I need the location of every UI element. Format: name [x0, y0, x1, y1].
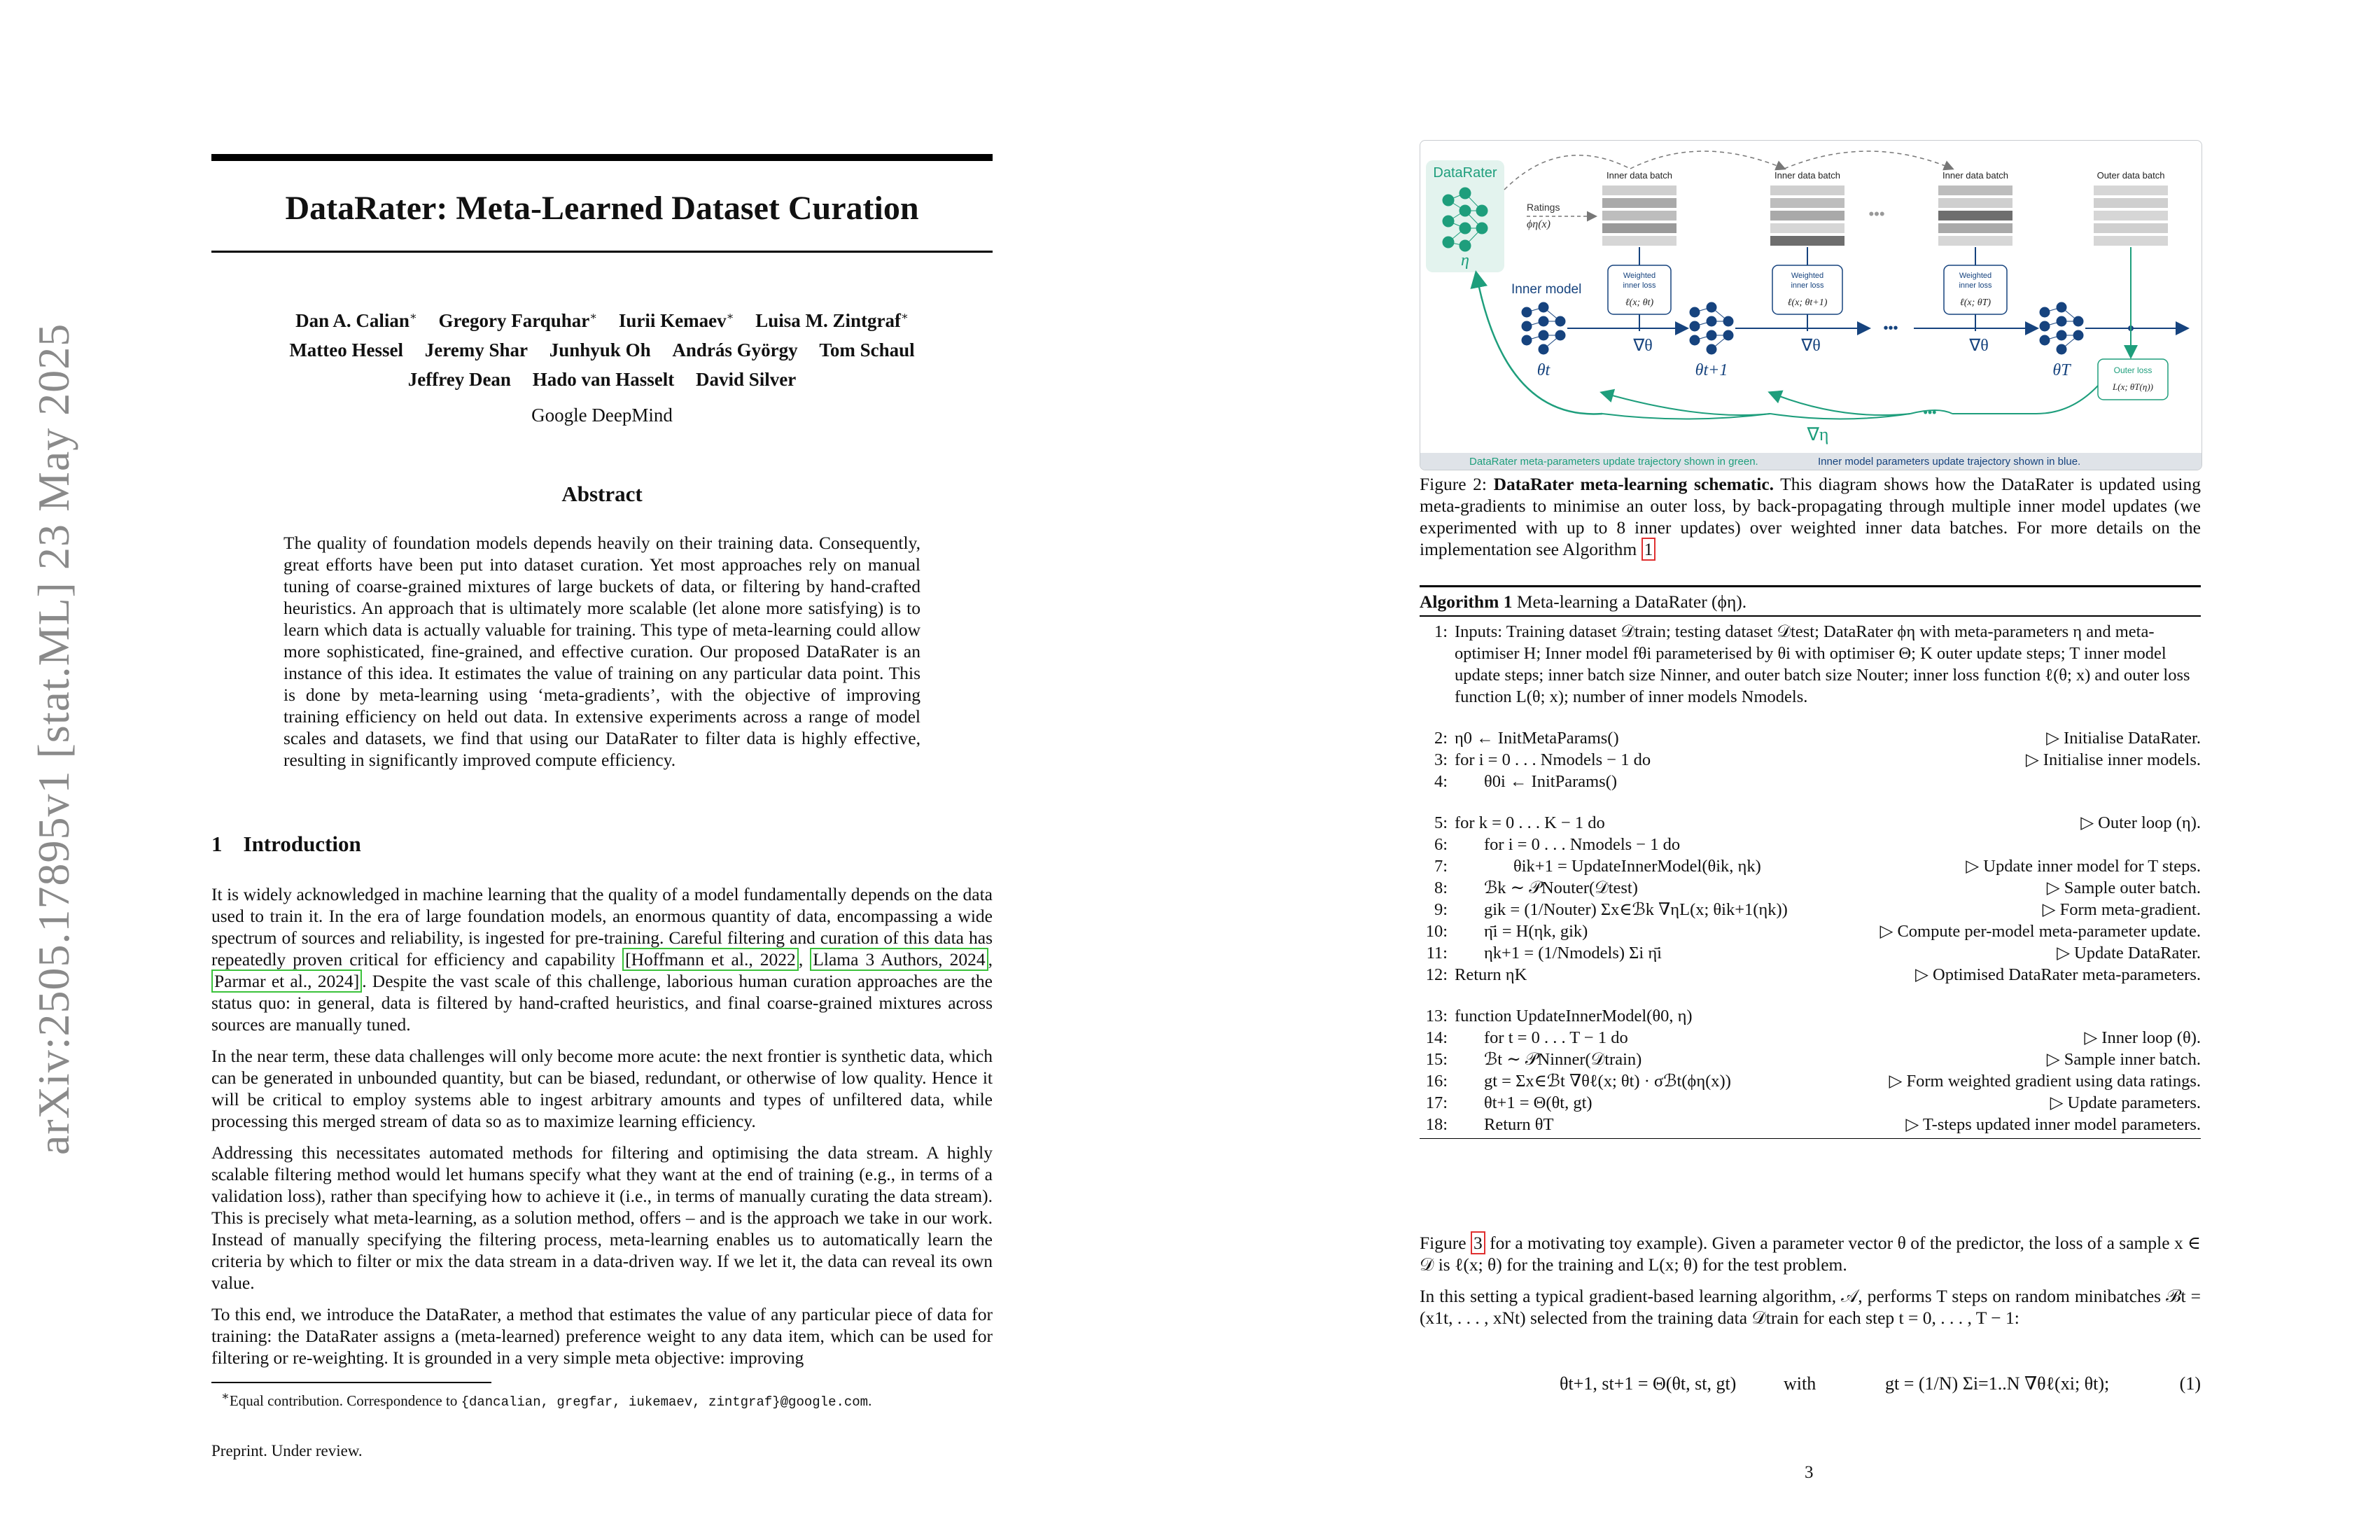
footnote: ∗Equal contribution. Correspondence to {dancalian, gregfar, iukemaev, zintgraf}@google.com. — [221, 1389, 872, 1410]
correspondence-email: {dancalian, gregfar, iukemaev, zintgraf}@google.com — [461, 1394, 869, 1410]
alg-line-comment: ▷ Initialise DataRater. — [2046, 728, 2201, 748]
section-title: Introduction — [243, 832, 361, 856]
svg-text:Outer loss: Outer loss — [2113, 365, 2152, 375]
model-dots: ••• — [1883, 321, 1898, 336]
alg-bottom-rule — [1420, 1138, 2201, 1140]
alg-line-code: ℬk ∼ 𝒫Nouter(𝒟test) — [1484, 878, 1638, 897]
author: Iurii Kemaev∗ — [618, 310, 734, 331]
inner-model-network-icon — [1690, 302, 1733, 354]
author: Junhyuk Oh — [549, 340, 651, 360]
author: Dan A. Calian∗ — [295, 310, 417, 331]
arc-3 — [1784, 151, 1952, 169]
svg-text:L(x; θT(η)): L(x; θT(η)) — [2113, 382, 2153, 392]
inner-model-network-icon — [1522, 302, 1565, 354]
alg-line-code: for t = 0 . . . T − 1 do — [1484, 1028, 1628, 1047]
alg-line — [1420, 855, 2201, 877]
alg-line-number: 11: — [1426, 943, 1448, 962]
alg-line — [1420, 727, 2201, 749]
alg-line-comment: ▷ Compute per-model meta-parameter update. — [1879, 921, 2201, 941]
alg-line-comment: ▷ T-steps updated inner model parameters. — [1905, 1114, 2201, 1134]
alg-line-number: 8: — [1434, 878, 1448, 897]
grad-theta-1: ∇θ — [1633, 337, 1653, 355]
datarater-label: DataRater — [1433, 165, 1497, 181]
grad-theta-2: ∇θ — [1801, 337, 1821, 355]
author: András György — [672, 340, 798, 360]
paragraph: Addressing this necessitates automated methods for filtering and optimising the data stream. A highly scalable filtering method would let humans specify what they want at the end of training (e.g., in terms of a validation loss), rather than specifying how to achieve it (i.e., in terms of manually curating the data stream). This is precisely what meta-learning, as a solution method, offers – and is the approach we take in our work. Instead of manually specifying the filtering process, meta-learning enables us to automatically learn the criteria by which to filter or mix the data stream in a data-driven way. If we let it, the data can reveal its own value. — [211, 1142, 993, 1293]
affiliation: Google DeepMind — [531, 405, 673, 426]
alg-spacer — [1420, 986, 2201, 1005]
alg-line-code: function UpdateInnerModel(θ0, η) — [1455, 1006, 1693, 1026]
alg-line — [1420, 1027, 2201, 1049]
alg-line-number: 2: — [1434, 728, 1448, 748]
svg-text:Outer data batch: Outer data batch — [2096, 170, 2165, 181]
phi-label: ϕη(x) — [1527, 218, 1550, 230]
paragraph: Figure 3 for a motivating toy example). Given a parameter vector θ of the predictor, the loss of a sample x ∈ 𝒟 is ℓ(x; θ) for the training and L(x; θ) for the test problem. — [1420, 1233, 2201, 1275]
svg-text:Weighted: Weighted — [1791, 272, 1824, 280]
author: Gregory Farquhar∗ — [438, 310, 598, 331]
meta-grad-path-1 — [1952, 386, 2098, 414]
alg-line — [1420, 1005, 2201, 1027]
paragraph: In the near term, these data challenges will only become more acute: the next frontier is synthetic data, which can be generated in unbounded quantity, but can be biased, redundant, or otherwise of low quality. Hence it will be critical to employ systems able to ingest arbitrary amounts and types of unfiltered data, while processing this merged stream of data so as to maximize learning efficiency. — [211, 1046, 993, 1131]
svg-text:Inner data batch: Inner data batch — [1942, 170, 2008, 181]
equation-number: (1) — [2179, 1373, 2201, 1394]
alg-line — [1420, 920, 2201, 942]
alg-line — [1420, 812, 2201, 834]
section-heading — [211, 832, 361, 857]
alg-line-code: θik+1 = UpdateInnerModel(θik, ηk) — [1513, 856, 1761, 876]
svg-text:ℓ(x; θt): ℓ(x; θt) — [1625, 298, 1654, 308]
alg-line-code: for i = 0 . . . Nmodels − 1 do — [1484, 834, 1681, 854]
algorithm-1 — [1420, 585, 2201, 1139]
weighted-loss-1 — [1608, 265, 1671, 314]
alg-line-code: Inputs: Training dataset 𝒟train; testing dataset 𝒟test; DataRater ϕη with meta-parameters η and meta-optimiser H; Inner model fθi parameterised by θi with optimiser Θ; K outer update steps; T inner model update steps; inner batch size Ninner, and outer batch size Nouter; inner loss function ℓ(θ; x) and outer loss function L(θ; x); number of inner models Nmodels. — [1455, 622, 2190, 706]
alg-line-number: 14: — [1425, 1028, 1448, 1047]
algorithm-ref-link[interactable]: 1 — [1642, 538, 1656, 561]
alg-line-code: gik = (1/Nouter) Σx∈ℬk ∇ηL(x; θik+1(ηk)) — [1484, 899, 1788, 919]
alg-heading: Algorithm 1 Meta-learning a DataRater (ϕη). — [1420, 592, 1747, 612]
alg-line-code: ℬt ∼ 𝒫Ninner(𝒟train) — [1484, 1049, 1642, 1069]
alg-line-comment: ▷ Outer loop (η). — [2080, 813, 2201, 832]
paragraph: In this setting a typical gradient-based learning algorithm, 𝒜, performs T steps on random minibatches ℬt = (x1t, . . . , xNt) selected from the training data 𝒟train for each step t = 0, . . . , T − 1: — [1420, 1286, 2201, 1328]
alg-line-comment: ▷ Sample inner batch. — [2046, 1049, 2201, 1069]
alg-line-number: 7: — [1434, 856, 1448, 876]
author: Jeffrey Dean — [407, 369, 511, 390]
schematic-svg — [1420, 141, 2202, 470]
svg-text:inner loss: inner loss — [1959, 281, 1992, 290]
svg-text:inner loss: inner loss — [1623, 281, 1656, 290]
alg-line-number: 18: — [1425, 1114, 1448, 1134]
citation-link[interactable]: [Hoffmann et al., 2022 — [622, 948, 799, 971]
alg-line-number: 1: — [1434, 622, 1448, 641]
alg-line-code: ηk+1 = (1/Nmodels) Σi η̄i — [1484, 943, 1662, 962]
alg-line-code: θ0i ← InitParams() — [1484, 771, 1618, 791]
paper-title: DataRater: Meta-Learned Dataset Curation — [285, 190, 919, 227]
theta-t1-label: θt+1 — [1695, 361, 1728, 379]
svg-text:ℓ(x; θt+1): ℓ(x; θt+1) — [1787, 298, 1828, 308]
alg-line — [1420, 1070, 2201, 1092]
alg-spacer — [1420, 792, 2201, 812]
alg-line-number: 16: — [1425, 1071, 1448, 1091]
figure-2-schematic — [1420, 140, 2202, 470]
equation-rhs: gt = (1/N) Σi=1..N ∇θℓ(xi; θt); — [1885, 1373, 2110, 1394]
alg-line-number: 9: — [1434, 899, 1448, 919]
alg-body — [1420, 617, 2201, 1135]
abstract-text: The quality of foundation models depends heavily on their training data. Consequently, great efforts have been put into dataset curation. Yet most approaches rely on manual tuning of coarse-grained mixtures of large buckets of data, or filtering by hand-crafted heuristics. An approach that is ultimately more scalable (let alone more satisfying) is to learn which data is actually valuable for training. This type of meta-learning could allow more sophisticated, fine-grained, and effective curation. Our proposed DataRater is an instance of this idea. It estimates the value of training on any particular data point. This is done by meta-learning using ‘meta-gradients’, with the objective of improving training efficiency on held out data. In extensive experiments across a range of model scales and datasets, we find that using our DataRater to filter data is highly effective, resulting in significantly improved compute efficiency. — [284, 533, 920, 770]
alg-line-comment: ▷ Update inner model for T steps. — [1966, 856, 2201, 876]
meta-grad-path-4 — [1602, 393, 1770, 415]
equation-lhs: θt+1, st+1 = Θ(θt, st, gt) — [1560, 1373, 1737, 1394]
author-line-3 — [211, 365, 993, 394]
alg-line-comment: ▷ Inner loop (θ). — [2084, 1028, 2201, 1047]
svg-text:Weighted: Weighted — [1623, 272, 1656, 280]
alg-line — [1420, 834, 2201, 855]
section-number: 1 — [211, 832, 223, 856]
svg-text:inner loss: inner loss — [1791, 281, 1824, 290]
equation-1 — [1420, 1362, 2201, 1418]
author: Matteo Hessel — [289, 340, 403, 360]
citation-link[interactable]: Parmar et al., 2024] — [211, 969, 362, 993]
alg-line — [1420, 877, 2201, 899]
svg-text:Inner data batch: Inner data batch — [1774, 170, 1840, 181]
author: Tom Schaul — [819, 340, 915, 360]
alg-line-number: 4: — [1434, 771, 1448, 791]
footer-blue-text: Inner model parameters update trajectory shown in blue. — [1818, 456, 2081, 468]
ratings-label: Ratings — [1527, 202, 1560, 213]
author-line-1 — [211, 302, 993, 335]
alg-line-code: for i = 0 . . . Nmodels − 1 do — [1455, 750, 1651, 769]
alg-line-code: Return θT — [1484, 1114, 1554, 1134]
author: Luisa M. Zintgraf∗ — [755, 310, 909, 331]
introduction-body — [211, 883, 993, 1378]
alg-line-comment: ▷ Form weighted gradient using data ratings. — [1889, 1071, 2201, 1091]
arc-2 — [1630, 151, 1784, 169]
alg-line — [1420, 942, 2201, 964]
grad-theta-3: ∇θ — [1969, 337, 1989, 355]
arxiv-stamp: arXiv:2505.17895v1 [stat.ML] 23 May 2025 — [29, 323, 78, 1155]
inner-model-label: Inner model — [1511, 282, 1582, 297]
weighted-loss-3 — [1944, 265, 2007, 314]
weighted-loss-2 — [1772, 265, 1842, 314]
inner-model-network-icon — [2040, 302, 2083, 354]
inner-batch-3 — [1938, 170, 2012, 246]
svg-text:ℓ(x; θT): ℓ(x; θT) — [1959, 298, 1991, 308]
alg-line-comment: ▷ Optimised DataRater meta-parameters. — [1915, 965, 2201, 984]
alg-line-number: 12: — [1425, 965, 1448, 984]
right-page — [1190, 0, 2380, 1540]
meta-dots: ••• — [1923, 405, 1937, 419]
meta-grad-path-2 — [1770, 393, 1910, 415]
alg-line — [1420, 1114, 2201, 1135]
author: Jeremy Shar — [424, 340, 528, 360]
footer-green-text: DataRater meta-parameters update trajectory shown in green. — [1469, 456, 1758, 468]
alg-line — [1420, 621, 2201, 708]
alg-line-code: for k = 0 . . . K − 1 do — [1455, 813, 1605, 832]
title-bottom-rule — [211, 251, 993, 253]
alg-line-number: 17: — [1425, 1093, 1448, 1112]
figure-2-caption: Figure 2: DataRater meta-learning schematic. This diagram shows how the DataRater is updated using meta-gradients to minimise an outer loss, by back-propagating through multiple inner model updates (we experimented with up to 8 inner updates) over weighted inner data batches. For more details on the implementation see Algorithm 1 — [1420, 474, 2201, 559]
outer-loss-box — [2098, 359, 2168, 400]
alg-line — [1420, 1049, 2201, 1070]
inner-batch-1 — [1602, 170, 1676, 246]
alg-line-number: 13: — [1425, 1006, 1448, 1026]
alg-line-code: η0 ← InitMetaParams() — [1455, 728, 1619, 748]
alg-line-number: 15: — [1425, 1049, 1448, 1069]
post-algorithm-text — [1420, 1232, 2201, 1338]
figure-ref-link[interactable]: 3 — [1471, 1231, 1485, 1254]
alg-spacer — [1420, 708, 2201, 727]
alg-line-comment: ▷ Update parameters. — [2050, 1093, 2201, 1112]
alg-line-number: 10: — [1425, 921, 1448, 941]
alg-line-number: 6: — [1434, 834, 1448, 854]
citation-link[interactable]: Llama 3 Authors, 2024 — [810, 948, 988, 971]
alg-line-comment: ▷ Update DataRater. — [2057, 943, 2201, 962]
alg-line-comment: ▷ Initialise inner models. — [2025, 750, 2201, 769]
author: Hado van Hasselt — [532, 369, 675, 390]
author-list — [211, 302, 993, 394]
author: David Silver — [695, 369, 797, 390]
equation-with: with — [1784, 1373, 1816, 1394]
alg-line — [1420, 899, 2201, 920]
alg-line-code: Return ηK — [1455, 965, 1527, 984]
preprint-note: Preprint. Under review. — [211, 1442, 363, 1460]
outer-batch — [2094, 170, 2168, 246]
paragraph: To this end, we introduce the DataRater, a method that estimates the value of any particular piece of data for training: the DataRater assigns a (meta-learned) preference weight to any data item, which can be used for filtering or re-weighting. It is grounded in a very simple meta objective: improving — [211, 1304, 993, 1368]
paragraph: It is widely acknowledged in machine learning that the quality of a model fundamentally depends on the data used to train it. In the era of large foundation models, an enormous quantity of data, encompassing a wide spectrum of sources and reliability, is ingested for pre-training. Careful filtering and curation of this data has repeatedly proven critical for efficiency and capability [Hoffmann et al., 2022 , Llama 3 Authors, 2024 , Parmar et al., 2024] . Despite the vast scale of this challenge, laborious human curation approaches are the status quo: in general, data is filtered by hand-crafted heuristics, and final coarse-grained mixtures across sources are manually tuned. — [211, 884, 993, 1035]
inner-batch-2 — [1770, 170, 1844, 246]
svg-text:Weighted: Weighted — [1959, 272, 1992, 280]
alg-line — [1420, 964, 2201, 986]
theta-t-label: θt — [1536, 361, 1550, 379]
footnote-rule — [211, 1382, 491, 1383]
author-line-2 — [211, 335, 993, 365]
svg-text:Inner data batch: Inner data batch — [1606, 170, 1672, 181]
title-top-rule — [211, 154, 993, 161]
alg-line — [1420, 1092, 2201, 1114]
alg-line — [1420, 749, 2201, 771]
alg-line-comment: ▷ Sample outer batch. — [2046, 878, 2201, 897]
alg-line-comment: ▷ Form meta-gradient. — [2042, 899, 2201, 919]
alg-line-code: gt = Σx∈ℬt ∇θℓ(x; θt) · σℬt(ϕη(x)) — [1484, 1071, 1731, 1091]
eta-label: η — [1461, 251, 1469, 270]
alg-line — [1420, 771, 2201, 792]
alg-line-number: 3: — [1434, 750, 1448, 769]
batch-dots: ••• — [1868, 205, 1885, 223]
page-number: 3 — [1805, 1463, 1814, 1482]
grad-eta-label: ∇η — [1807, 424, 1829, 444]
alg-line-number: 5: — [1434, 813, 1448, 832]
theta-T-label: θT — [2052, 361, 2071, 379]
alg-line-code: η̄i = H(ηk, gik) — [1484, 921, 1588, 941]
abstract-heading: Abstract — [561, 482, 643, 506]
alg-line-code: θt+1 = Θ(θt, gt) — [1484, 1093, 1592, 1112]
